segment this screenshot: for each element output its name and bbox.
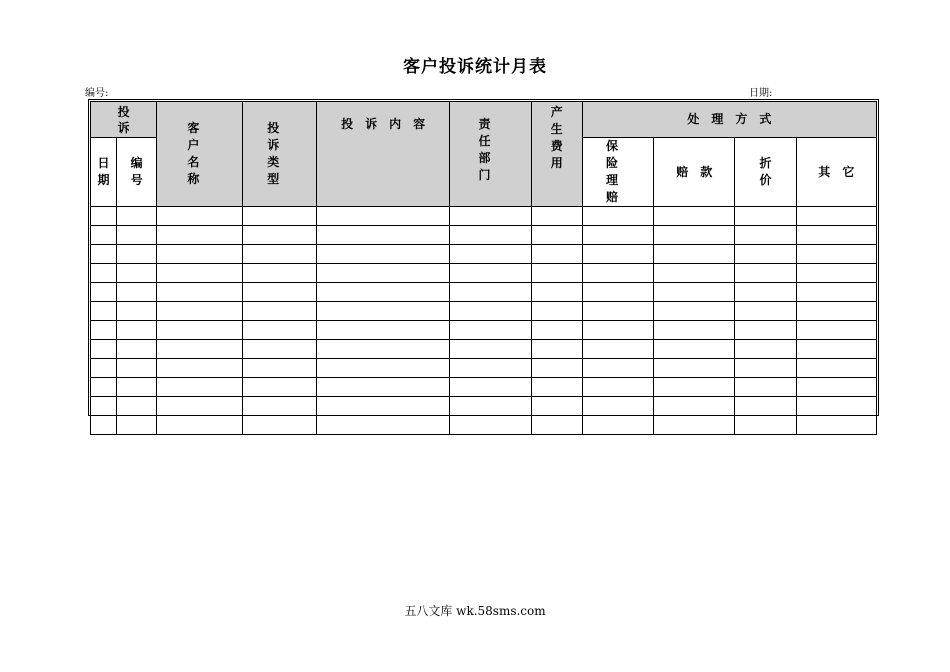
form-title: 客户投诉统计月表	[403, 57, 547, 77]
table-cell[interactable]	[531, 378, 582, 397]
table-cell[interactable]	[117, 283, 157, 302]
table-cell[interactable]	[735, 207, 796, 226]
table-cell[interactable]	[796, 321, 876, 340]
table-cell[interactable]	[450, 359, 531, 378]
table-cell[interactable]	[91, 302, 117, 321]
table-cell[interactable]	[531, 302, 582, 321]
table-cell[interactable]	[531, 340, 582, 359]
table-cell[interactable]	[582, 226, 653, 245]
table-cell[interactable]	[450, 321, 531, 340]
table-cell[interactable]	[582, 416, 653, 435]
table-cell[interactable]	[316, 397, 450, 416]
table-cell[interactable]	[157, 245, 242, 264]
table-row	[91, 321, 877, 340]
table-body	[91, 207, 877, 435]
table-cell[interactable]	[582, 340, 653, 359]
table-cell[interactable]	[450, 416, 531, 435]
table-row	[91, 397, 877, 416]
table-cell[interactable]	[531, 264, 582, 283]
table-cell[interactable]	[531, 207, 582, 226]
table-cell[interactable]	[582, 264, 653, 283]
table-cell[interactable]	[316, 359, 450, 378]
table-cell[interactable]	[735, 321, 796, 340]
table-cell[interactable]	[117, 245, 157, 264]
table-cell[interactable]	[450, 378, 531, 397]
table-cell[interactable]	[117, 226, 157, 245]
table-cell[interactable]	[654, 264, 735, 283]
table-cell[interactable]	[450, 226, 531, 245]
table-cell[interactable]	[735, 378, 796, 397]
table-cell[interactable]	[450, 245, 531, 264]
table-cell[interactable]	[654, 302, 735, 321]
table-cell[interactable]	[117, 321, 157, 340]
table-cell[interactable]	[157, 397, 242, 416]
table-cell[interactable]	[796, 416, 876, 435]
table-cell[interactable]	[450, 302, 531, 321]
table-cell[interactable]	[531, 359, 582, 378]
date-label: 日期:	[749, 88, 773, 99]
table-cell[interactable]	[91, 283, 117, 302]
table-row	[91, 245, 877, 264]
table-cell[interactable]	[117, 378, 157, 397]
table-cell[interactable]	[654, 378, 735, 397]
table-cell[interactable]	[157, 302, 242, 321]
table-cell[interactable]	[91, 397, 117, 416]
header-text-date-sub: 日期	[97, 156, 110, 187]
header-compensation: 赔款	[654, 138, 735, 207]
table-row	[91, 226, 877, 245]
header-text-complaint-type: 投诉类型	[267, 121, 294, 186]
table-cell[interactable]	[654, 416, 735, 435]
table-cell[interactable]	[582, 302, 653, 321]
table-cell[interactable]	[316, 226, 450, 245]
table-cell[interactable]	[450, 207, 531, 226]
header-text-customer-name: 客户名称	[187, 121, 214, 186]
table-cell[interactable]	[654, 207, 735, 226]
table-cell[interactable]	[157, 340, 242, 359]
header-text-number-sub: 编号	[130, 156, 143, 187]
table-cell[interactable]	[796, 207, 876, 226]
table-cell[interactable]	[157, 283, 242, 302]
table-row	[91, 207, 877, 226]
table-cell[interactable]	[796, 397, 876, 416]
table-cell[interactable]	[796, 340, 876, 359]
table-cell[interactable]	[450, 340, 531, 359]
table-cell[interactable]	[735, 397, 796, 416]
table-cell[interactable]	[654, 245, 735, 264]
header-text-responsible-dept: 责任部门	[478, 117, 505, 182]
table-cell[interactable]	[582, 207, 653, 226]
header-complaint-content: 投诉内容	[316, 102, 450, 207]
table-cell[interactable]	[531, 283, 582, 302]
table-cell[interactable]	[735, 245, 796, 264]
footer-watermark: 五八文库 wk.58sms.com	[404, 604, 546, 618]
table-cell[interactable]	[531, 397, 582, 416]
header-customer-name	[157, 102, 242, 207]
header-responsible-dept	[450, 102, 531, 207]
table-cell[interactable]	[157, 207, 242, 226]
table-cell[interactable]	[316, 283, 450, 302]
table-cell[interactable]	[654, 359, 735, 378]
table-cell[interactable]	[796, 378, 876, 397]
table-cell[interactable]	[654, 397, 735, 416]
table-cell[interactable]	[91, 378, 117, 397]
table-cell[interactable]	[91, 416, 117, 435]
table-cell[interactable]	[582, 378, 653, 397]
table-cell[interactable]	[582, 245, 653, 264]
table-cell[interactable]	[796, 226, 876, 245]
table-cell[interactable]	[91, 359, 117, 378]
table-cell[interactable]	[242, 359, 316, 378]
table-cell[interactable]	[316, 321, 450, 340]
table-cell[interactable]	[242, 302, 316, 321]
table-cell[interactable]	[242, 207, 316, 226]
header-other: 其它	[796, 138, 876, 207]
table-row	[91, 340, 877, 359]
table-cell[interactable]	[157, 416, 242, 435]
table-row	[91, 283, 877, 302]
table-cell[interactable]	[654, 283, 735, 302]
table-cell[interactable]	[242, 226, 316, 245]
table-cell[interactable]	[796, 302, 876, 321]
table-cell[interactable]	[582, 397, 653, 416]
table-cell[interactable]	[242, 245, 316, 264]
table-cell[interactable]	[735, 359, 796, 378]
table-cell[interactable]	[117, 264, 157, 283]
table-cell[interactable]	[735, 302, 796, 321]
table-cell[interactable]	[450, 397, 531, 416]
table-cell[interactable]	[316, 378, 450, 397]
table-cell[interactable]	[796, 264, 876, 283]
complaint-table	[90, 101, 877, 435]
header-complaint-group	[91, 102, 157, 138]
table-cell[interactable]	[316, 245, 450, 264]
table-cell[interactable]	[91, 245, 117, 264]
table-cell[interactable]	[316, 416, 450, 435]
table-cell[interactable]	[117, 359, 157, 378]
header-date	[91, 138, 117, 207]
table-cell[interactable]	[582, 283, 653, 302]
header-text-discount: 折价	[759, 156, 772, 187]
table-row	[91, 359, 877, 378]
table-cell[interactable]	[531, 416, 582, 435]
table-cell[interactable]	[531, 321, 582, 340]
header-cost-incurred	[531, 102, 582, 207]
table-cell[interactable]	[91, 321, 117, 340]
table-cell[interactable]	[157, 359, 242, 378]
header-text-insurance-claim: 保险理赔	[605, 139, 632, 204]
table-cell[interactable]	[157, 264, 242, 283]
table-cell[interactable]	[242, 416, 316, 435]
header-insurance-claim	[582, 138, 653, 207]
table-cell[interactable]	[157, 321, 242, 340]
table-cell[interactable]	[157, 378, 242, 397]
table-cell[interactable]	[316, 264, 450, 283]
table-cell[interactable]	[117, 416, 157, 435]
table-cell[interactable]	[735, 283, 796, 302]
table-cell[interactable]	[735, 264, 796, 283]
table-cell[interactable]	[582, 359, 653, 378]
table-cell[interactable]	[796, 245, 876, 264]
table-cell[interactable]	[91, 226, 117, 245]
header-complaint-type	[242, 102, 316, 207]
table-row	[91, 302, 877, 321]
table-cell[interactable]	[242, 340, 316, 359]
header-discount	[735, 138, 796, 207]
table-cell[interactable]	[735, 340, 796, 359]
table-cell[interactable]	[654, 321, 735, 340]
table-cell[interactable]	[316, 340, 450, 359]
table-cell[interactable]	[242, 321, 316, 340]
table-cell[interactable]	[242, 283, 316, 302]
table-cell[interactable]	[654, 226, 735, 245]
complaint-table-frame	[88, 99, 879, 416]
table-cell[interactable]	[157, 226, 242, 245]
table-cell[interactable]	[654, 340, 735, 359]
header-text-cost-incurred: 产生费用	[550, 105, 563, 170]
table-cell[interactable]	[91, 264, 117, 283]
table-cell[interactable]	[531, 226, 582, 245]
table-cell[interactable]	[117, 397, 157, 416]
table-cell[interactable]	[91, 207, 117, 226]
table-cell[interactable]	[117, 302, 157, 321]
header-number	[117, 138, 157, 207]
table-cell[interactable]	[796, 359, 876, 378]
table-cell[interactable]	[531, 245, 582, 264]
table-cell[interactable]	[450, 264, 531, 283]
table-row	[91, 264, 877, 283]
table-cell[interactable]	[316, 207, 450, 226]
table-cell[interactable]	[242, 378, 316, 397]
table-cell[interactable]	[91, 340, 117, 359]
table-row	[91, 378, 877, 397]
table-cell[interactable]	[117, 340, 157, 359]
table-cell[interactable]	[735, 416, 796, 435]
table-row	[91, 416, 877, 435]
table-cell[interactable]	[582, 321, 653, 340]
header-handling-method: 处理方式	[582, 102, 876, 138]
table-cell[interactable]	[796, 283, 876, 302]
header-text-complaint-group: 投诉	[117, 104, 130, 135]
table-cell[interactable]	[316, 302, 450, 321]
table-cell[interactable]	[117, 207, 157, 226]
table-cell[interactable]	[735, 226, 796, 245]
table-cell[interactable]	[450, 283, 531, 302]
table-cell[interactable]	[242, 397, 316, 416]
number-label: 编号:	[85, 88, 109, 99]
table-cell[interactable]	[242, 264, 316, 283]
